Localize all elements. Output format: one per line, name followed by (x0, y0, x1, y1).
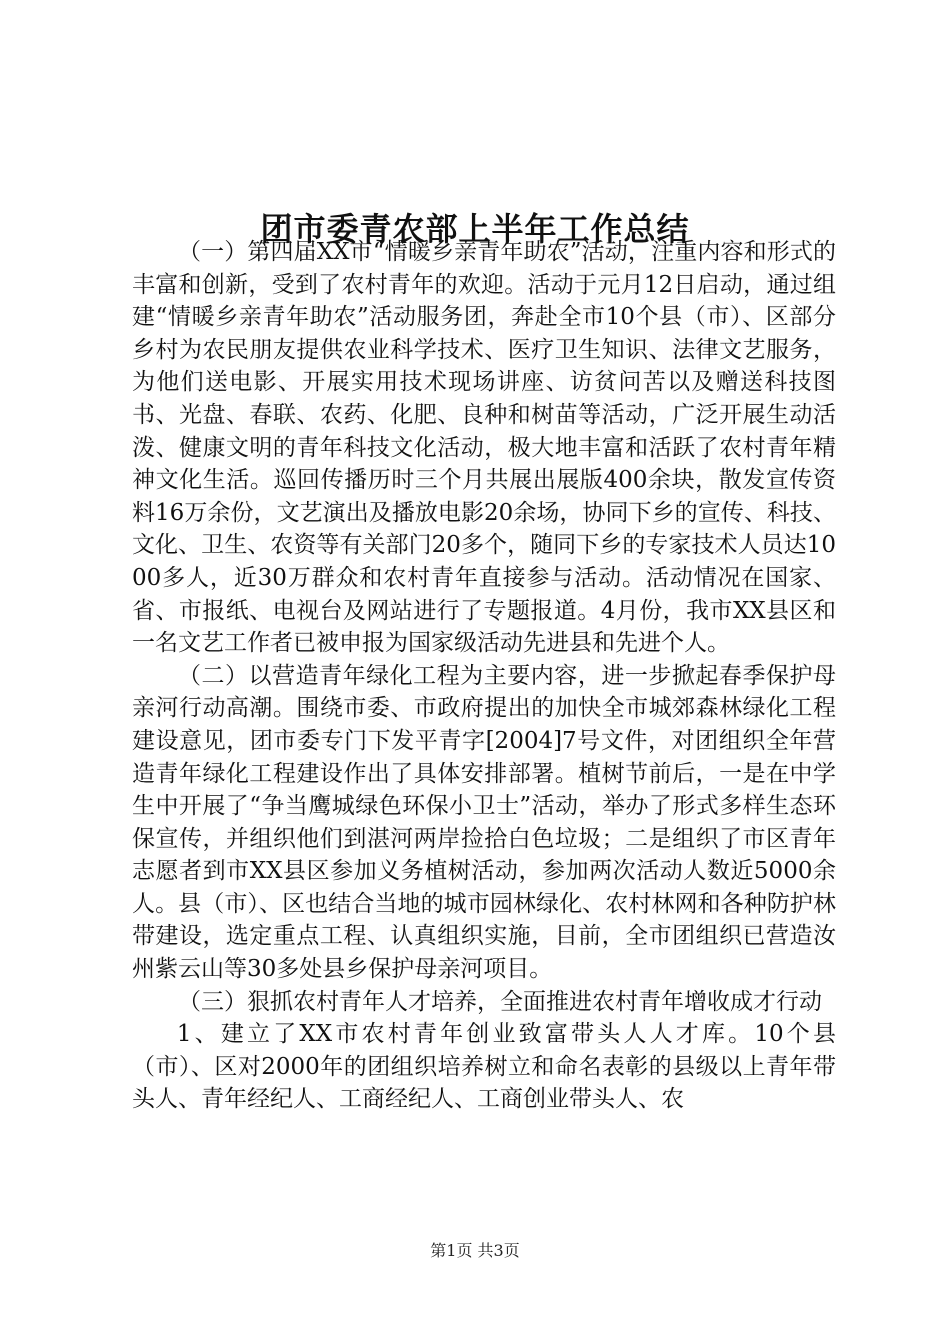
paragraph-1: （一）第四届XX市“情暖乡亲青年助农”活动，注重内容和形式的丰富和创新，受到了农村青年的欢迎。活动于元月12日启动，通过组建“情暖乡亲青年助农”活动服务团，奔赴全市10个县（市）、区部分乡村为农民朋友提供农业科学技术、医疗卫生知识、法律文艺服务，为他们送电影、开展实用技术现场讲座、访贫问苦以及赠送科技图书、光盘、春联、农药、化肥、良种和树苗等活动，广泛开展生动活泼、健康文明的青年科技文化活动，极大地丰富和活跃了农村青年精神文化生活。巡回传播历时三个月共展出展版400余块，散发宣传资料16万余份，文艺演出及播放电影20余场，协同下乡的宣传、科技、文化、卫生、农资等有关部门20多个，随同下乡的专家技术人员达1000多人，近30万群众和农村青年直接参与活动。活动情况在国家、省、市报纸、电视台及网站进行了专题报道。4月份，我市XX县区和一名文艺工作者已被申报为国家级活动先进县和先进个人。 (132, 239, 836, 657)
page-footer: 第1页 共3页 (430, 1241, 520, 1260)
paragraph-4: 1、建立了XX市农村青年创业致富带头人人才库。10个县（市）、区对2000年的团组织培养树立和命名表彰的县级以上青年带头人、青年经纪人、工商经纪人、工商创业带头人、农 (132, 1021, 836, 1113)
document-title: 团市委青农部上半年工作总结 (260, 210, 690, 249)
paragraph-3: （三）狠抓农村青年人才培养，全面推进农村青年增收成才行动 (178, 988, 822, 1015)
document-body (132, 236, 836, 1116)
paragraph-2: （二）以营造青年绿化工程为主要内容，进一步掀起春季保护母亲河行动高潮。围绕市委、市政府提出的加快全市城郊森林绿化工程建设意见，团市委专门下发平青字[2004]7号文件，对团组织全年营造青年绿化工程建设作出了具体安排部署。植树节前后，一是在中学生中开展了“争当鹰城绿色环保小卫士”活动，举办了形式多样生态环保宣传，并组织他们到湛河两岸捡拾白色垃圾；二是组织了市区青年志愿者到市XX县区参加义务植树活动，参加两次活动人数近5000余人。县（市）、区也结合当地的城市园林绿化、农村林网和各种防护林带建设，选定重点工程、认真组织实施，目前，全市团组织已营造汝州紫云山等30多处县乡保护母亲河项目。 (132, 662, 836, 983)
